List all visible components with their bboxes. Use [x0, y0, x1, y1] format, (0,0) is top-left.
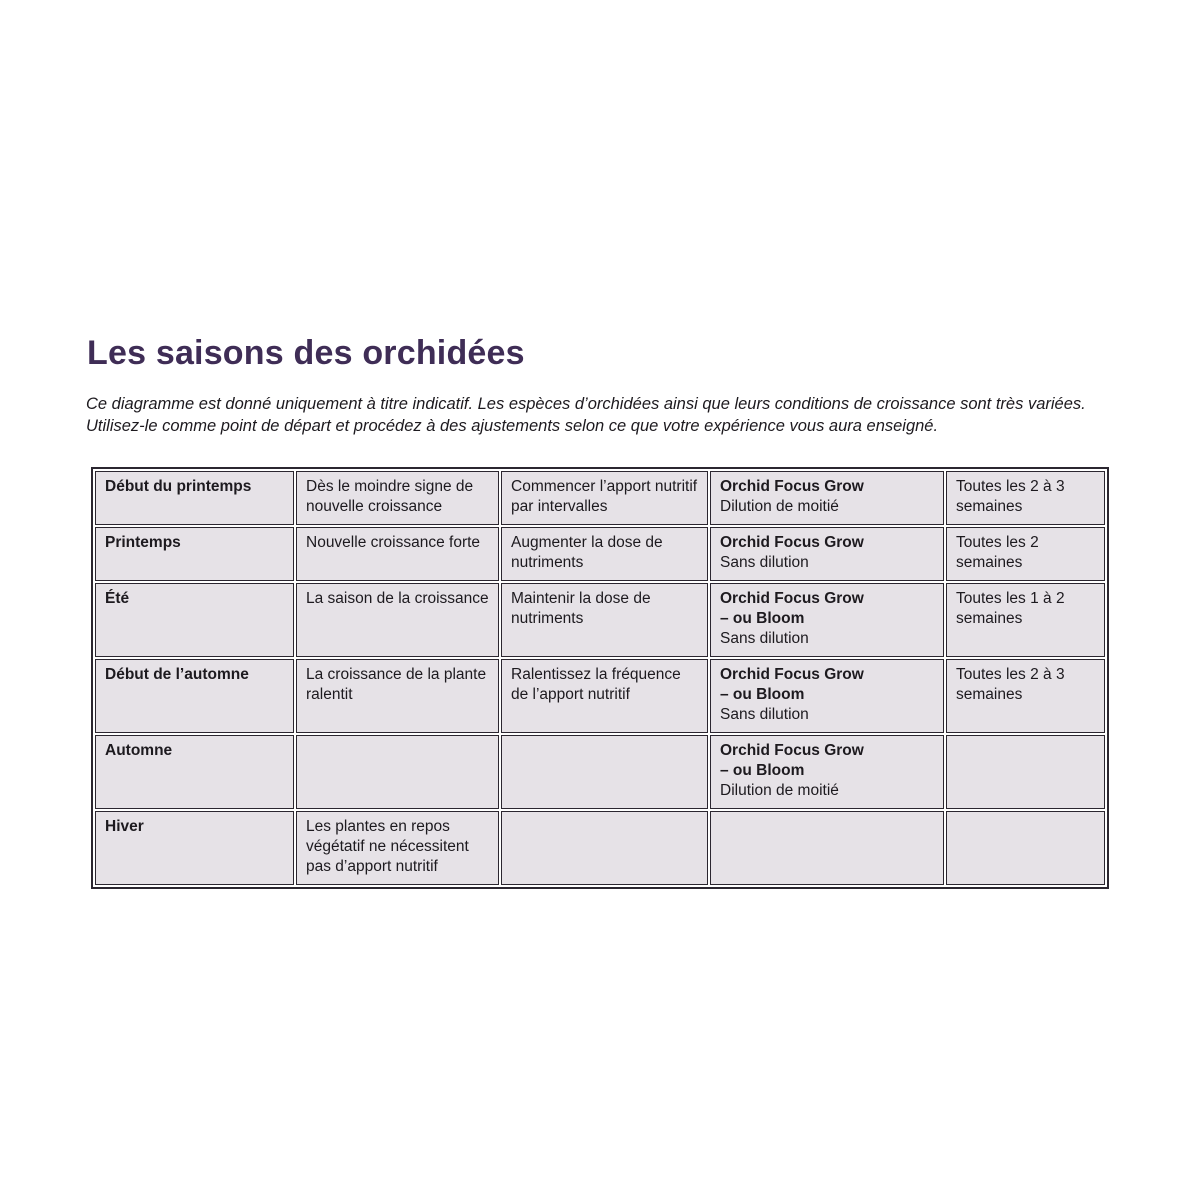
- table-body: [95, 471, 1105, 885]
- season-cell: [95, 471, 294, 525]
- product-name: Orchid Focus Grow: [720, 590, 864, 607]
- frequency-cell: Toutes les 2 à 3 semaines: [946, 471, 1105, 525]
- orchid-seasons-table: [91, 467, 1109, 889]
- table-row: [95, 735, 1105, 809]
- season-cell: [95, 811, 294, 885]
- season-label: Début du printemps: [105, 478, 252, 495]
- product-name: Orchid Focus Grow: [720, 742, 864, 759]
- intro-line-2: Utilisez-le comme point de départ et procédez à des ajustements selon ce que votre expérience vous aura enseigné.: [86, 417, 939, 435]
- season-label: Hiver: [105, 818, 144, 835]
- growth-state-cell: Nouvelle croissance forte: [296, 527, 499, 581]
- product-variant: – ou Bloom: [720, 686, 805, 703]
- feeding-action-cell: [501, 735, 708, 809]
- product-cell: [710, 583, 944, 657]
- product-cell: [710, 527, 944, 581]
- intro-paragraph: [86, 393, 1106, 437]
- feeding-action-cell: Maintenir la dose de nutriments: [501, 583, 708, 657]
- feeding-action-cell: Commencer l’apport nutritif par intervalles: [501, 471, 708, 525]
- intro-line-1: Ce diagramme est donné uniquement à titre indicatif. Les espèces d’orchidées ainsi que leurs conditions de croissance sont très variées.: [86, 395, 1086, 413]
- frequency-cell: Toutes les 2 semaines: [946, 527, 1105, 581]
- product-cell: [710, 659, 944, 733]
- table-row: [95, 659, 1105, 733]
- frequency-cell: [946, 735, 1105, 809]
- dilution-note: Sans dilution: [720, 630, 809, 647]
- growth-state-cell: Les plantes en repos végétatif ne nécessitent pas d’apport nutritif: [296, 811, 499, 885]
- growth-state-cell: La saison de la croissance: [296, 583, 499, 657]
- growth-state-cell: Dès le moindre signe de nouvelle croissance: [296, 471, 499, 525]
- season-cell: [95, 527, 294, 581]
- season-cell: [95, 735, 294, 809]
- season-label: Automne: [105, 742, 173, 759]
- table-row: [95, 811, 1105, 885]
- growth-state-cell: [296, 735, 499, 809]
- frequency-cell: Toutes les 2 à 3 semaines: [946, 659, 1105, 733]
- product-variant: – ou Bloom: [720, 610, 805, 627]
- product-cell: [710, 471, 944, 525]
- feeding-action-cell: Augmenter la dose de nutriments: [501, 527, 708, 581]
- frequency-cell: Toutes les 1 à 2 semaines: [946, 583, 1105, 657]
- season-label: Été: [105, 590, 130, 607]
- product-variant: – ou Bloom: [720, 762, 805, 779]
- growth-state-cell: La croissance de la plante ralentit: [296, 659, 499, 733]
- dilution-note: Dilution de moitié: [720, 782, 839, 799]
- dilution-note: Dilution de moitié: [720, 498, 839, 515]
- product-name: Orchid Focus Grow: [720, 534, 864, 551]
- product-name: Orchid Focus Grow: [720, 666, 864, 683]
- feeding-action-cell: Ralentissez la fréquence de l’apport nutritif: [501, 659, 708, 733]
- season-label: Printemps: [105, 534, 181, 551]
- season-cell: [95, 659, 294, 733]
- frequency-cell: [946, 811, 1105, 885]
- table-row: [95, 527, 1105, 581]
- page-title: Les saisons des orchidées: [87, 334, 525, 372]
- product-name: Orchid Focus Grow: [720, 478, 864, 495]
- table-row: [95, 583, 1105, 657]
- product-cell: [710, 735, 944, 809]
- table-row: [95, 471, 1105, 525]
- product-cell: [710, 811, 944, 885]
- dilution-note: Sans dilution: [720, 554, 809, 571]
- season-cell: [95, 583, 294, 657]
- dilution-note: Sans dilution: [720, 706, 809, 723]
- feeding-action-cell: [501, 811, 708, 885]
- season-label: Début de l’automne: [105, 666, 249, 683]
